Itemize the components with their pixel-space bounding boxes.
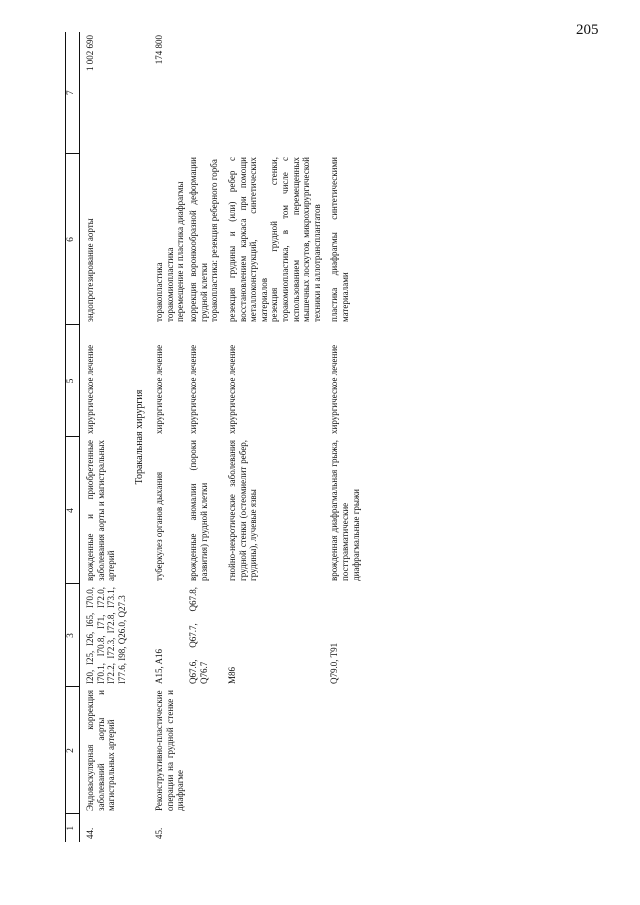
- treatment-method: резекция грудины и (или) ребер с восстановлением каркаса при помощи металлоконструкций, синтетических материалов: [226, 157, 269, 322]
- treatment-method: торакомиопластика: [164, 247, 175, 322]
- price: 1 002 690: [85, 35, 95, 71]
- column-header-4: 4: [66, 437, 80, 584]
- column-header-7: 7: [66, 32, 80, 154]
- column-header-3: 3: [66, 584, 80, 687]
- column-header-5: 5: [66, 325, 80, 437]
- diagnosis-codes: M86: [226, 666, 237, 684]
- diagnosis-codes: Q79.0, T91: [329, 642, 340, 684]
- treatment-type: хирургическое лечение: [85, 344, 95, 434]
- treatment-method-list: [187, 154, 221, 325]
- treatment-method: эндопротезирование аорты: [85, 218, 95, 322]
- diagnosis-description: врожденная диафрагмальная грыжа, посттравматические диафрагмальные грыжи: [329, 440, 361, 581]
- diagnosis-description: гнойно-некротические заболевания грудной стенки (остеомиелит ребер, грудины), лучевые язвы: [226, 440, 259, 581]
- page-number: 205: [576, 22, 599, 38]
- treatment-type: хирургическое лечение: [329, 344, 340, 434]
- column-header-6: 6: [66, 154, 80, 325]
- treatment-method: торакопластика: [154, 262, 165, 322]
- diagnosis-description: туберкулез органов дыхания: [154, 471, 165, 581]
- diagnosis-description: врожденные и приобретенные заболевания аорты и магистральных артерий: [85, 440, 117, 581]
- treatment-method: перемещение и пластика диафрагмы: [175, 181, 186, 322]
- column-header-2: 2: [66, 687, 80, 814]
- method-group-name: Реконструктивно-пластические операции на грудной стенке и диафрагме: [154, 690, 186, 811]
- treatment-type: хирургическое лечение: [226, 344, 237, 434]
- table-row: [153, 32, 187, 842]
- medical-care-table: [65, 32, 362, 842]
- treatment-method: резекция грудной стенки, торакомиопластика, в том числе с использованием перемещенных мышечных лоскутов, микрохирургической техники и аллотрансплантатов: [269, 157, 322, 322]
- column-number-header: [66, 32, 80, 842]
- row-number: 45.: [154, 827, 165, 839]
- treatment-type: хирургическое лечение: [188, 344, 199, 434]
- treatment-method: торакопластика: резекция реберного горба: [209, 159, 220, 322]
- method-group-name: Эндоваскулярная коррекция заболеваний аорты и магистральных артерий: [85, 690, 117, 811]
- treatment-type: хирургическое лечение: [154, 344, 165, 434]
- treatment-method: пластика диафрагмы синтетическими материалами: [329, 157, 350, 322]
- section-title: Торакальная хирургия: [134, 389, 146, 485]
- diagnosis-description: врожденные аномалии (пороки развития) грудной клетки: [188, 440, 209, 581]
- diagnosis-codes: A15, A16: [154, 648, 165, 684]
- diagnosis-codes: I20, I25, I26, I65, I70.0, I70.1, I70.8, I71, I72.0, I72.2, I72.3, I72.8, I73.1, I77.6, I98, Q26.0, Q27.3: [85, 587, 127, 684]
- treatment-method-list: [221, 154, 323, 325]
- section-row: [128, 32, 153, 842]
- column-header-1: 1: [66, 814, 80, 842]
- treatment-method-list: [153, 154, 187, 325]
- row-number: 44.: [85, 827, 95, 839]
- diagnosis-codes: Q67.6, Q67.7, Q67.8, Q76.7: [188, 587, 209, 684]
- price: 174 800: [154, 35, 165, 65]
- treatment-method: коррекция воронкообразной деформации грудной клетки: [188, 157, 209, 322]
- rotated-table-container: [65, 32, 593, 842]
- table-row: [80, 32, 129, 842]
